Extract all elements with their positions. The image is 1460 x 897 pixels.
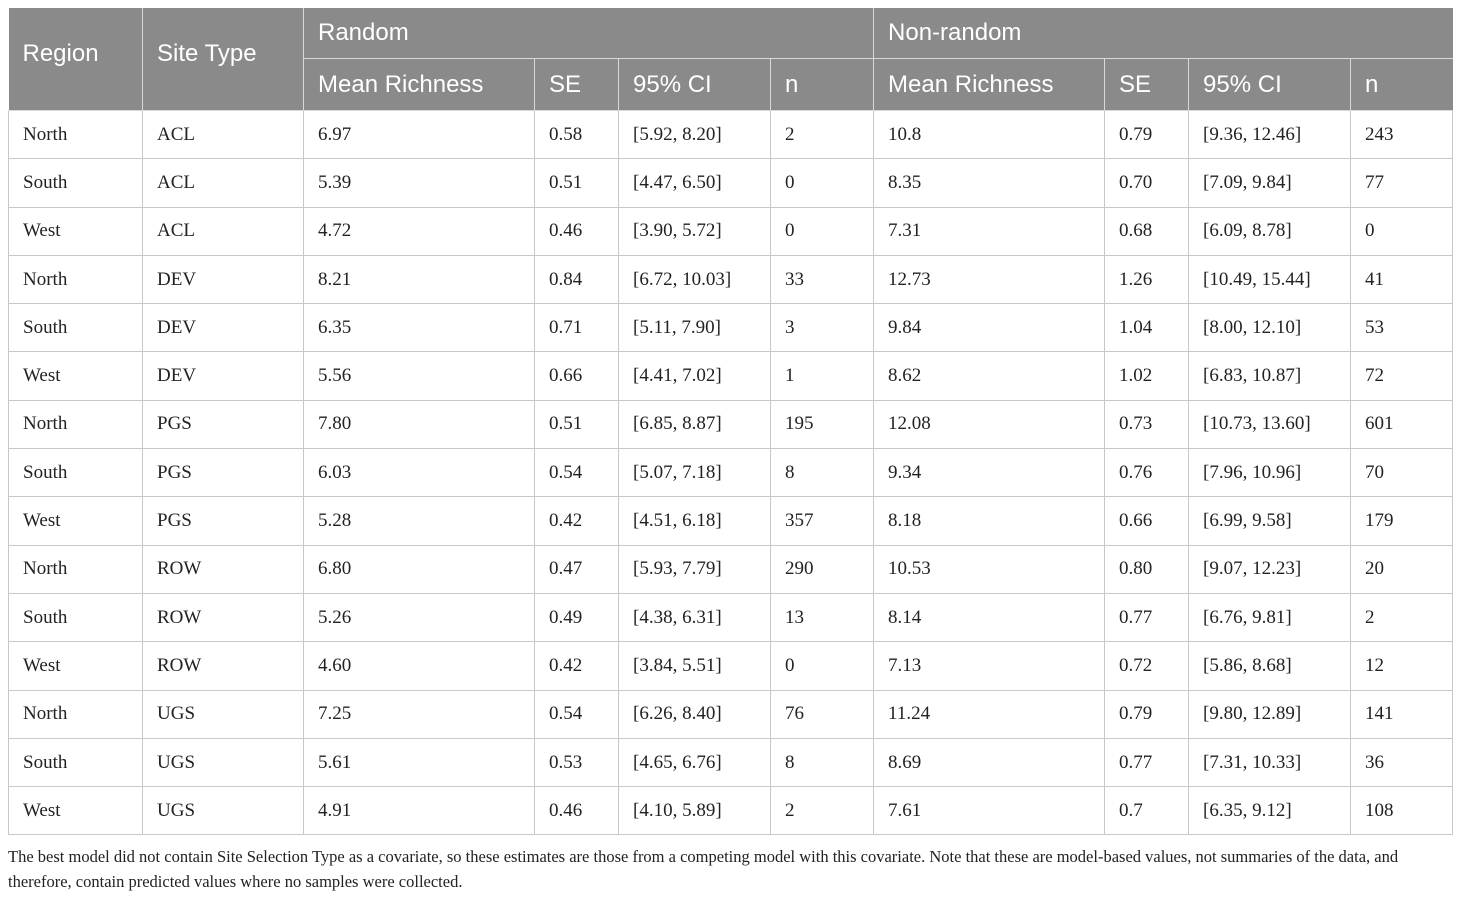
cell-nonrandom-se: 0.70: [1105, 159, 1189, 207]
cell-nonrandom-n: 12: [1351, 642, 1453, 690]
cell-random-mean-richness: 5.56: [304, 352, 535, 400]
cell-random-ci: [6.85, 8.87]: [619, 400, 771, 448]
header-nonrandom-se: SE: [1105, 59, 1189, 111]
cell-nonrandom-ci: [7.31, 10.33]: [1189, 738, 1351, 786]
cell-random-se: 0.54: [535, 449, 619, 497]
cell-region: South: [9, 159, 143, 207]
richness-table: [8, 8, 1453, 835]
cell-random-se: 0.51: [535, 400, 619, 448]
cell-random-se: 0.46: [535, 787, 619, 835]
cell-random-n: 13: [771, 593, 874, 641]
cell-nonrandom-n: 243: [1351, 111, 1453, 159]
table-footnote: The best model did not contain Site Selection Type as a covariate, so these estimates are those from a competing model with this covariate. Note that these are model-based values, not summaries of the data, and therefore, contain predicted values where no samples were collected.: [8, 847, 1399, 891]
cell-nonrandom-n: 2: [1351, 593, 1453, 641]
cell-site-type: ROW: [143, 545, 304, 593]
cell-random-se: 0.84: [535, 255, 619, 303]
cell-nonrandom-n: 77: [1351, 159, 1453, 207]
cell-nonrandom-mean-richness: 8.62: [874, 352, 1105, 400]
header-region: Region: [9, 8, 143, 111]
cell-random-ci: [4.47, 6.50]: [619, 159, 771, 207]
table-row: [9, 593, 1453, 641]
cell-random-mean-richness: 5.39: [304, 159, 535, 207]
cell-random-se: 0.42: [535, 642, 619, 690]
cell-nonrandom-ci: [5.86, 8.68]: [1189, 642, 1351, 690]
cell-random-ci: [5.92, 8.20]: [619, 111, 771, 159]
cell-nonrandom-mean-richness: 11.24: [874, 690, 1105, 738]
cell-region: North: [9, 400, 143, 448]
table-row: [9, 642, 1453, 690]
table-row: [9, 400, 1453, 448]
cell-random-mean-richness: 5.26: [304, 593, 535, 641]
cell-nonrandom-se: 1.26: [1105, 255, 1189, 303]
cell-nonrandom-ci: [6.99, 9.58]: [1189, 497, 1351, 545]
cell-nonrandom-n: 70: [1351, 449, 1453, 497]
cell-nonrandom-ci: [9.07, 12.23]: [1189, 545, 1351, 593]
cell-nonrandom-se: 0.79: [1105, 690, 1189, 738]
cell-random-n: 2: [771, 787, 874, 835]
cell-random-se: 0.46: [535, 207, 619, 255]
cell-random-n: 8: [771, 738, 874, 786]
cell-nonrandom-mean-richness: 10.8: [874, 111, 1105, 159]
cell-nonrandom-se: 0.76: [1105, 449, 1189, 497]
cell-nonrandom-se: 0.77: [1105, 593, 1189, 641]
cell-random-se: 0.71: [535, 304, 619, 352]
cell-random-se: 0.58: [535, 111, 619, 159]
cell-nonrandom-se: 0.7: [1105, 787, 1189, 835]
cell-nonrandom-ci: [7.96, 10.96]: [1189, 449, 1351, 497]
table-row: [9, 690, 1453, 738]
cell-random-n: 195: [771, 400, 874, 448]
cell-nonrandom-mean-richness: 8.18: [874, 497, 1105, 545]
cell-site-type: DEV: [143, 352, 304, 400]
cell-random-mean-richness: 6.80: [304, 545, 535, 593]
cell-nonrandom-se: 0.73: [1105, 400, 1189, 448]
cell-region: South: [9, 593, 143, 641]
cell-nonrandom-se: 0.77: [1105, 738, 1189, 786]
cell-nonrandom-mean-richness: 10.53: [874, 545, 1105, 593]
header-nonrandom-ci: 95% CI: [1189, 59, 1351, 111]
cell-nonrandom-n: 0: [1351, 207, 1453, 255]
table-row: [9, 449, 1453, 497]
table-row: [9, 545, 1453, 593]
cell-site-type: DEV: [143, 304, 304, 352]
cell-random-ci: [6.72, 10.03]: [619, 255, 771, 303]
cell-random-se: 0.54: [535, 690, 619, 738]
cell-nonrandom-se: 0.68: [1105, 207, 1189, 255]
cell-random-ci: [3.84, 5.51]: [619, 642, 771, 690]
cell-random-mean-richness: 4.60: [304, 642, 535, 690]
cell-random-n: 357: [771, 497, 874, 545]
cell-site-type: UGS: [143, 738, 304, 786]
cell-random-ci: [3.90, 5.72]: [619, 207, 771, 255]
header-group-nonrandom: Non-random: [874, 8, 1453, 59]
cell-region: West: [9, 497, 143, 545]
cell-region: West: [9, 352, 143, 400]
header-group-row: [9, 8, 1453, 59]
cell-nonrandom-n: 36: [1351, 738, 1453, 786]
cell-nonrandom-ci: [6.35, 9.12]: [1189, 787, 1351, 835]
cell-nonrandom-ci: [6.76, 9.81]: [1189, 593, 1351, 641]
cell-nonrandom-mean-richness: 8.14: [874, 593, 1105, 641]
cell-nonrandom-ci: [10.49, 15.44]: [1189, 255, 1351, 303]
cell-site-type: ACL: [143, 159, 304, 207]
cell-random-ci: [5.07, 7.18]: [619, 449, 771, 497]
cell-random-mean-richness: 5.61: [304, 738, 535, 786]
cell-nonrandom-mean-richness: 7.13: [874, 642, 1105, 690]
cell-region: North: [9, 111, 143, 159]
cell-random-mean-richness: 5.28: [304, 497, 535, 545]
cell-random-n: 33: [771, 255, 874, 303]
cell-random-mean-richness: 6.35: [304, 304, 535, 352]
cell-nonrandom-n: 41: [1351, 255, 1453, 303]
cell-random-n: 2: [771, 111, 874, 159]
cell-random-ci: [5.93, 7.79]: [619, 545, 771, 593]
header-nonrandom-mean-richness: Mean Richness: [874, 59, 1105, 111]
cell-site-type: ACL: [143, 111, 304, 159]
cell-random-n: 290: [771, 545, 874, 593]
cell-random-ci: [4.38, 6.31]: [619, 593, 771, 641]
table-body: [9, 111, 1453, 835]
table-row: [9, 787, 1453, 835]
cell-nonrandom-ci: [8.00, 12.10]: [1189, 304, 1351, 352]
cell-site-type: DEV: [143, 255, 304, 303]
cell-region: West: [9, 207, 143, 255]
cell-random-mean-richness: 7.80: [304, 400, 535, 448]
cell-random-mean-richness: 4.91: [304, 787, 535, 835]
cell-site-type: UGS: [143, 690, 304, 738]
cell-nonrandom-mean-richness: 12.08: [874, 400, 1105, 448]
cell-region: North: [9, 545, 143, 593]
header-random-ci: 95% CI: [619, 59, 771, 111]
cell-random-se: 0.47: [535, 545, 619, 593]
table-container: [8, 8, 1452, 835]
header-random-se: SE: [535, 59, 619, 111]
cell-random-mean-richness: 7.25: [304, 690, 535, 738]
table-row: [9, 497, 1453, 545]
cell-random-ci: [4.41, 7.02]: [619, 352, 771, 400]
header-random-mean-richness: Mean Richness: [304, 59, 535, 111]
cell-nonrandom-se: 0.80: [1105, 545, 1189, 593]
cell-site-type: ROW: [143, 642, 304, 690]
cell-random-n: 3: [771, 304, 874, 352]
cell-random-n: 0: [771, 642, 874, 690]
cell-random-ci: [5.11, 7.90]: [619, 304, 771, 352]
cell-region: West: [9, 787, 143, 835]
cell-nonrandom-mean-richness: 8.35: [874, 159, 1105, 207]
table-row: [9, 207, 1453, 255]
cell-nonrandom-mean-richness: 8.69: [874, 738, 1105, 786]
cell-random-n: 0: [771, 159, 874, 207]
header-group-random: Random: [304, 8, 874, 59]
cell-nonrandom-n: 141: [1351, 690, 1453, 738]
cell-region: South: [9, 449, 143, 497]
cell-random-se: 0.42: [535, 497, 619, 545]
cell-nonrandom-n: 108: [1351, 787, 1453, 835]
cell-nonrandom-n: 72: [1351, 352, 1453, 400]
cell-random-se: 0.66: [535, 352, 619, 400]
cell-region: West: [9, 642, 143, 690]
cell-nonrandom-ci: [6.83, 10.87]: [1189, 352, 1351, 400]
table-row: [9, 255, 1453, 303]
cell-random-mean-richness: 8.21: [304, 255, 535, 303]
cell-random-ci: [4.65, 6.76]: [619, 738, 771, 786]
cell-site-type: PGS: [143, 400, 304, 448]
cell-nonrandom-n: 53: [1351, 304, 1453, 352]
cell-nonrandom-ci: [10.73, 13.60]: [1189, 400, 1351, 448]
cell-nonrandom-ci: [6.09, 8.78]: [1189, 207, 1351, 255]
cell-nonrandom-ci: [9.80, 12.89]: [1189, 690, 1351, 738]
cell-nonrandom-mean-richness: 12.73: [874, 255, 1105, 303]
cell-site-type: ACL: [143, 207, 304, 255]
table-row: [9, 111, 1453, 159]
cell-random-ci: [4.10, 5.89]: [619, 787, 771, 835]
cell-region: South: [9, 738, 143, 786]
cell-nonrandom-ci: [9.36, 12.46]: [1189, 111, 1351, 159]
cell-random-n: 76: [771, 690, 874, 738]
cell-site-type: PGS: [143, 449, 304, 497]
header-random-n: n: [771, 59, 874, 111]
cell-nonrandom-se: 1.04: [1105, 304, 1189, 352]
cell-nonrandom-se: 0.66: [1105, 497, 1189, 545]
cell-site-type: UGS: [143, 787, 304, 835]
cell-region: North: [9, 690, 143, 738]
cell-random-ci: [6.26, 8.40]: [619, 690, 771, 738]
cell-region: North: [9, 255, 143, 303]
cell-nonrandom-mean-richness: 7.31: [874, 207, 1105, 255]
cell-random-se: 0.53: [535, 738, 619, 786]
table-row: [9, 738, 1453, 786]
cell-random-se: 0.51: [535, 159, 619, 207]
cell-random-se: 0.49: [535, 593, 619, 641]
cell-nonrandom-se: 1.02: [1105, 352, 1189, 400]
cell-nonrandom-se: 0.72: [1105, 642, 1189, 690]
cell-nonrandom-n: 20: [1351, 545, 1453, 593]
cell-random-ci: [4.51, 6.18]: [619, 497, 771, 545]
cell-nonrandom-n: 601: [1351, 400, 1453, 448]
cell-nonrandom-mean-richness: 9.84: [874, 304, 1105, 352]
cell-random-n: 0: [771, 207, 874, 255]
table-row: [9, 304, 1453, 352]
cell-nonrandom-mean-richness: 7.61: [874, 787, 1105, 835]
cell-random-mean-richness: 4.72: [304, 207, 535, 255]
cell-nonrandom-ci: [7.09, 9.84]: [1189, 159, 1351, 207]
cell-nonrandom-mean-richness: 9.34: [874, 449, 1105, 497]
cell-nonrandom-se: 0.79: [1105, 111, 1189, 159]
header-site-type: Site Type: [143, 8, 304, 111]
cell-region: South: [9, 304, 143, 352]
cell-random-n: 8: [771, 449, 874, 497]
cell-site-type: ROW: [143, 593, 304, 641]
cell-random-n: 1: [771, 352, 874, 400]
cell-random-mean-richness: 6.97: [304, 111, 535, 159]
table-row: [9, 352, 1453, 400]
cell-random-mean-richness: 6.03: [304, 449, 535, 497]
table-header: [9, 8, 1453, 111]
cell-nonrandom-n: 179: [1351, 497, 1453, 545]
header-nonrandom-n: n: [1351, 59, 1453, 111]
table-row: [9, 159, 1453, 207]
cell-site-type: PGS: [143, 497, 304, 545]
